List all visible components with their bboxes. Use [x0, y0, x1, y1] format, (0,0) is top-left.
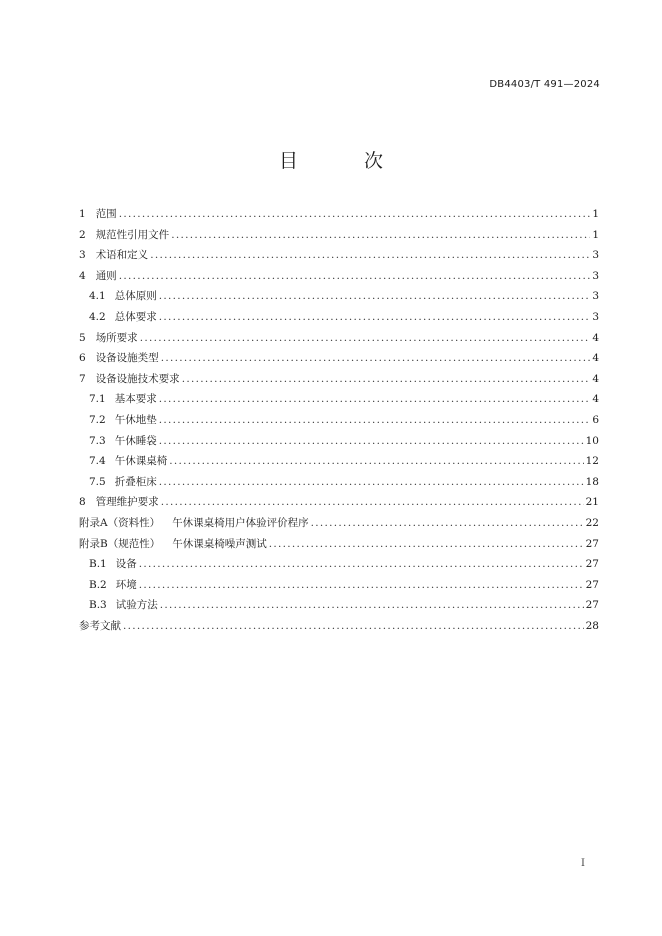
toc-entry-label: 午休地垫: [114, 413, 157, 426]
toc-entry-number: 7.1: [89, 393, 106, 406]
toc-entry-number: 附录B（规范性）: [79, 537, 161, 550]
toc-entry-number: 5: [79, 331, 86, 344]
toc-dot-leader: [119, 206, 591, 222]
toc-entry-page: 4: [592, 393, 599, 406]
page-number: I: [581, 858, 585, 869]
toc-dot-leader: [119, 268, 591, 284]
toc-entry-number: 4: [79, 269, 86, 282]
toc-entry-page: 1: [592, 208, 599, 220]
toc-entry-label: 场所要求: [95, 331, 138, 344]
toc-entry[interactable]: [79, 371, 599, 392]
toc-entry[interactable]: [79, 494, 599, 515]
toc-entry[interactable]: [79, 474, 599, 495]
toc-dot-leader: [159, 309, 591, 325]
toc-entry-label: 总体原则: [114, 290, 157, 303]
toc-entry-label: 设备设施类型: [95, 352, 159, 365]
toc-entry-label: 参考文献: [79, 619, 121, 632]
toc-entry-number: 7: [79, 372, 86, 385]
toc-entry-number: 6: [79, 352, 86, 365]
toc-dot-leader: [159, 288, 591, 304]
toc-entry-page: 4: [592, 372, 599, 385]
toc-entry-number: 7.4: [89, 455, 106, 468]
toc-entry-label: 规范性引用文件: [95, 228, 170, 241]
toc-entry-page: 27: [585, 558, 599, 571]
toc-entry-label: 范围: [95, 208, 117, 220]
toc-entry-number: 7.3: [89, 434, 106, 447]
toc-entry-label: 午休睡袋: [114, 434, 157, 447]
toc-entry[interactable]: [79, 453, 599, 474]
toc-entry-number: 7.5: [89, 475, 106, 488]
toc-dot-leader: [159, 412, 591, 428]
toc-entry-number: 4.1: [89, 290, 106, 303]
toc-entry-label: 设备: [115, 558, 137, 571]
toc-entry-number: 附录A（资料性）: [79, 516, 161, 529]
toc-dot-leader: [159, 391, 591, 407]
toc-entry-page: 21: [585, 496, 599, 509]
toc-entry-label: 通则: [95, 269, 117, 282]
toc-entry-page: 1: [592, 228, 599, 241]
toc-entry-label: 管理维护要求: [95, 496, 159, 509]
toc-entry-label: 基本要求: [114, 393, 157, 406]
toc-entry[interactable]: [79, 309, 599, 330]
toc-entry-label: 总体要求: [114, 310, 157, 323]
toc-entry-page: 3: [592, 290, 599, 303]
toc-entry-label: 术语和定义: [95, 249, 149, 262]
toc-entry-page: 27: [585, 599, 599, 612]
toc-entry-page: 4: [592, 331, 599, 344]
toc-entry[interactable]: [79, 577, 599, 598]
toc-entry-number: B.1: [89, 558, 107, 571]
toc-entry-label: 午休课桌椅用户体验评价程序: [172, 516, 309, 529]
toc-dot-leader: [161, 350, 591, 366]
toc-dot-leader: [311, 515, 584, 531]
toc-entry-label: 午休课桌椅: [114, 455, 168, 468]
toc-entry[interactable]: [79, 350, 599, 371]
toc-entry[interactable]: [79, 288, 599, 309]
toc-entry-number: B.3: [89, 599, 107, 612]
toc-entry-label: 试验方法: [115, 599, 158, 612]
toc-entry[interactable]: [79, 597, 599, 618]
toc-entry-page: 12: [585, 455, 599, 468]
toc-entry-label: 设备设施技术要求: [95, 372, 180, 385]
toc-entry-page: 18: [585, 475, 599, 488]
toc-entry-label: 环境: [115, 578, 137, 591]
toc-entry-page: 27: [585, 578, 599, 591]
toc-entry[interactable]: [79, 268, 599, 289]
toc-entry-number: B.2: [89, 578, 107, 591]
toc-entry-page: 3: [592, 269, 599, 282]
toc-entry-page: 3: [592, 310, 599, 323]
toc-entry-page: 4: [592, 352, 599, 365]
toc-dot-leader: [161, 494, 584, 510]
toc-entry[interactable]: [79, 206, 599, 227]
toc-entry-page: 28: [585, 619, 599, 632]
page-title: 目 次: [278, 150, 414, 172]
toc-entry-page: 3: [592, 249, 599, 262]
toc-entry-number: 1: [79, 208, 86, 220]
toc-dot-leader: [150, 247, 590, 263]
toc-entry-label: 折叠柜床: [114, 475, 157, 488]
toc-entry-number: 2: [79, 228, 86, 241]
toc-entry-page: 27: [585, 537, 599, 550]
toc-entry[interactable]: [79, 247, 599, 268]
toc-dot-leader: [182, 371, 591, 387]
toc-entry[interactable]: [79, 433, 599, 454]
toc-entry[interactable]: [79, 391, 599, 412]
toc-dot-leader: [139, 556, 584, 572]
toc-entry-page: 6: [592, 413, 599, 426]
toc-dot-leader: [171, 227, 590, 243]
toc-entry[interactable]: [79, 618, 599, 639]
toc-dot-leader: [140, 330, 591, 346]
toc-entry[interactable]: [79, 330, 599, 351]
table-of-contents: [79, 206, 599, 638]
toc-entry[interactable]: [79, 227, 599, 248]
toc-dot-leader: [159, 474, 584, 490]
toc-entry-page: 10: [585, 434, 599, 447]
toc-dot-leader: [159, 433, 584, 449]
toc-entry-label: 午休课桌椅噪声测试: [172, 537, 267, 550]
toc-dot-leader: [160, 597, 584, 613]
document-code: DB4403/T 491—2024: [489, 79, 600, 90]
toc-entry[interactable]: [79, 515, 599, 536]
toc-dot-leader: [139, 577, 584, 593]
toc-entry-number: 3: [79, 249, 86, 262]
toc-entry-number: 7.2: [89, 413, 106, 426]
toc-entry[interactable]: [79, 536, 599, 557]
toc-dot-leader: [123, 618, 584, 634]
toc-dot-leader: [169, 453, 583, 469]
toc-entry-page: 22: [585, 516, 599, 529]
toc-entry[interactable]: [79, 556, 599, 577]
toc-entry-number: 4.2: [89, 310, 106, 323]
toc-entry-number: 8: [79, 496, 86, 509]
toc-entry[interactable]: [79, 412, 599, 433]
toc-dot-leader: [269, 536, 584, 552]
